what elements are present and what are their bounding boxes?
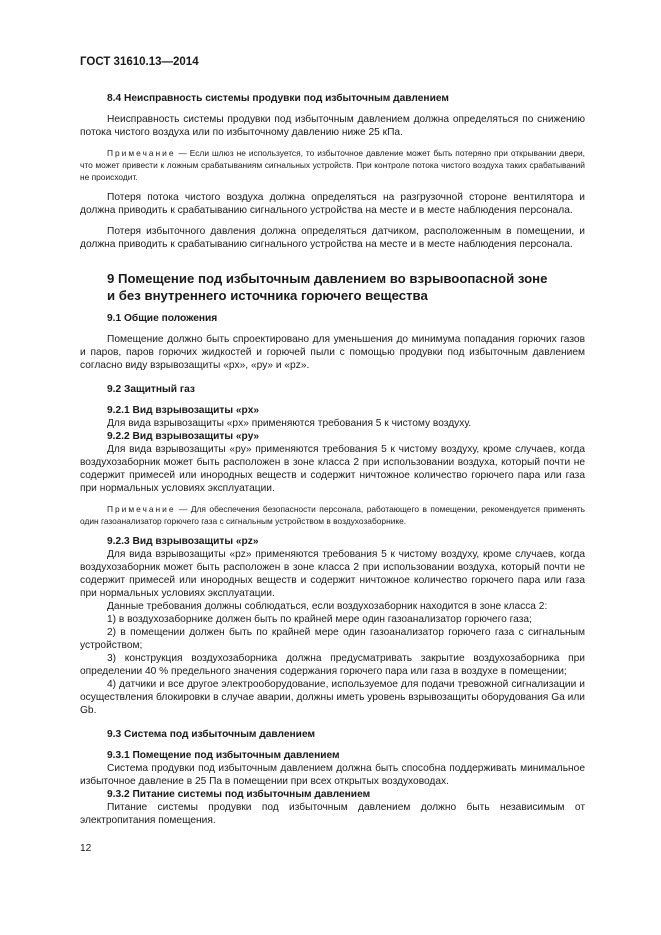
list-item: 1) в воздухозаборнике должен быть по крайней мере один газоанализатор горючего газа; <box>107 614 532 625</box>
paragraph: Питание системы продувки под избыточным давлением должно быть независимым от электропитания помещения. <box>80 802 585 826</box>
paragraph: Потеря потока чистого воздуха должна определяться на разгрузочной стороне вентилятора и должна приводить к срабатыванию сигнального устройства на месте и в месте наблюдения персонала. <box>80 192 585 216</box>
note <box>80 503 585 527</box>
section-9-2-2-title: 9.2.2 Вид взрывозащиты «py» <box>107 431 260 442</box>
paragraph: Помещение должно быть спроектировано для уменьшения до минимума попадания горючих газов и паров, паров горючих жидкостей и горючей пыли с помощью продувки под избыточным давлением согласно виду взрывозащиты «px», «py» и «pz». <box>80 334 585 371</box>
section-9-2-title: 9.2 Защитный газ <box>107 384 195 395</box>
list-item: 3) конструкция воздухозаборника должна предусматривать закрытие воздухозаборника при определении 40 % предельного значения содержания горючего пара или газа в воздухе в помещении; <box>80 653 585 677</box>
paragraph: Неисправность системы продувки под избыточным давлением должна определяться по снижению потока чистого воздуха или по избыточному давлению ниже 25 кПа. <box>80 114 585 138</box>
section-8-4-title: 8.4 Неисправность системы продувки под избыточным давлением <box>107 93 449 104</box>
list-item: 4) датчики и все другое электрооборудование, используемое для подачи тревожной сигнализации и осуществления блокировки в случае аварии, должны иметь уровень взрывозащиты оборудования Ga или Gb. <box>80 679 585 716</box>
section-9-title-line1: 9 Помещение под избыточным давлением во взрывоопасной зоне <box>107 271 548 286</box>
section-9-3-title: 9.3 Система под избыточным давлением <box>107 729 316 740</box>
section-9-title <box>107 271 585 304</box>
note-text: — Если шлюз не используется, то избыточное давление может быть потеряно при открывании двери, что может привести к ложным срабатываниям сигнальных устройств. При контроле потока чистого воздуха таких срабатываний не происходит. <box>80 148 585 182</box>
section-9-1-title: 9.1 Общие положения <box>107 313 218 324</box>
section-9-3-2-title: 9.3.2 Питание системы под избыточным давлением <box>107 789 371 800</box>
note-label: Примечание <box>107 504 176 514</box>
paragraph: Для вида взрывозащиты «py» применяются требования 5 к чистому воздуху, кроме случаев, когда воздухозаборник может быть расположен в зоне класса 2 при использовании воздуха, который почти не содержит примесей или инородных веществ и содержит ничтожное количество горючего пара или газа при нормальных условиях эксплуатации. <box>80 444 585 494</box>
page-content <box>80 92 585 827</box>
page-number: 12 <box>80 843 92 854</box>
paragraph: Данные требования должны соблюдаться, если воздухозаборник находится в зоне класса 2: <box>107 601 548 612</box>
paragraph: Для вида взрывозащиты «px» применяются требования 5 к чистому воздуху. <box>107 418 472 429</box>
paragraph: Потеря избыточного давления должна определяться датчиком, расположенным в помещении, и должна приводить к срабатыванию сигнального устройства на месте и в месте наблюдения персонала. <box>80 226 585 250</box>
list-item: 2) в помещении должен быть по крайней мере один газоанализатор горючего газа с сигнальным устройством; <box>80 627 585 651</box>
note <box>80 147 585 183</box>
section-9-3-1-title: 9.3.1 Помещение под избыточным давлением <box>107 750 340 761</box>
note-label: Примечание <box>107 148 176 158</box>
paragraph: Система продувки под избыточным давлением должна быть способна поддерживать минимальное избыточное давление в 25 Па в помещении при всех открытых воздуховодах. <box>80 763 585 787</box>
note-text: — Для обеспечения безопасности персонала, работающего в помещении, рекомендуется применять один газоанализатор горючего газа с сигнальным устройством в воздухозаборнике. <box>80 504 585 526</box>
section-9-2-3-title: 9.2.3 Вид взрывозащиты «pz» <box>107 536 259 547</box>
section-9-2-1-title: 9.2.1 Вид взрывозащиты «px» <box>107 405 260 416</box>
document-header: ГОСТ 31610.13—2014 <box>80 56 199 68</box>
section-9-title-line2: и без внутреннего источника горючего вещества <box>107 287 428 303</box>
paragraph: Для вида взрывозащиты «pz» применяются требования 5 к чистому воздуху, кроме случаев, когда воздухозаборник может быть расположен в зоне класса 2 при использовании воздуха, который почти не содержит примесей или инородных веществ и содержит ничтожное количество горючего пара или газа при нормальных условиях эксплуатации. <box>80 549 585 599</box>
